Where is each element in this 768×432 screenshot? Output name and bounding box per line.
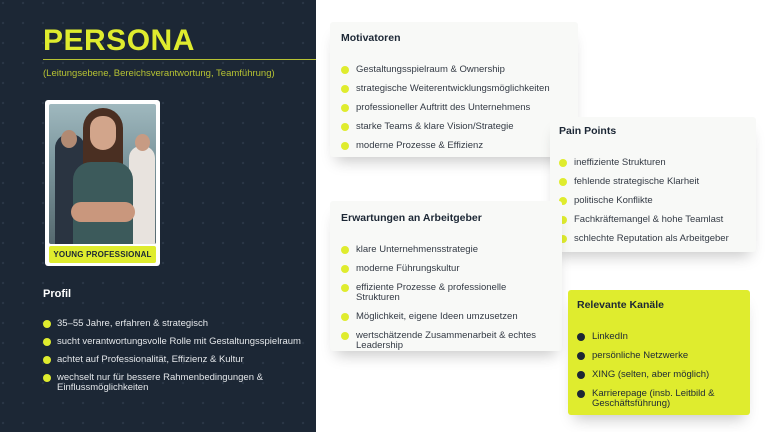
persona-sidebar: [0, 0, 316, 432]
list-item: wertschätzende Zusammenarbeit & echtes Leadership: [341, 331, 552, 351]
bullet-icon: [43, 338, 51, 346]
list-item: moderne Prozesse & Effizienz: [341, 141, 568, 151]
bullet-icon: [577, 352, 585, 360]
bullet-icon: [43, 356, 51, 364]
list-item: sucht verantwortungsvolle Rolle mit Gestaltungsspielraum: [43, 337, 303, 347]
list-item: Gestaltungsspielraum & Ownership: [341, 65, 568, 75]
page-title: PERSONA: [43, 24, 195, 57]
list-item: Möglichkeit, eigene Ideen umzusetzen: [341, 312, 552, 322]
list-item: persönliche Netzwerke: [577, 351, 740, 361]
kanaele-list: [577, 332, 740, 409]
bullet-icon: [341, 142, 349, 150]
list-item: moderne Führungskultur: [341, 264, 552, 274]
bullet-icon: [577, 371, 585, 379]
list-item: strategische Weiterentwicklungsmöglichkeiten: [341, 84, 568, 94]
list-item: effiziente Prozesse & professionelle Strukturen: [341, 283, 552, 303]
list-item: fehlende strategische Klarheit: [559, 177, 746, 187]
list-item: LinkedIn: [577, 332, 740, 342]
pain-points-heading: Pain Points: [559, 125, 617, 137]
list-item: 35–55 Jahre, erfahren & strategisch: [43, 319, 303, 329]
bullet-icon: [559, 178, 567, 186]
bullet-icon: [577, 333, 585, 341]
bullet-icon: [341, 284, 349, 292]
kanaele-heading: Relevante Kanäle: [577, 299, 664, 311]
bullet-icon: [341, 265, 349, 273]
erwartungen-card: [330, 201, 562, 351]
bullet-icon: [43, 374, 51, 382]
motivatoren-card: [330, 22, 578, 157]
pain-points-list: [559, 158, 746, 244]
bullet-icon: [559, 159, 567, 167]
bullet-icon: [341, 123, 349, 131]
list-item: klare Unternehmensstrategie: [341, 245, 552, 255]
bullet-icon: [341, 246, 349, 254]
persona-type-badge: YOUNG PROFESSIONAL: [49, 246, 156, 263]
erwartungen-list: [341, 245, 552, 351]
page-subtitle: (Leitungsebene, Bereichsverantwortung, Teamführung): [43, 68, 275, 79]
pain-points-card: [550, 117, 756, 252]
bullet-icon: [341, 85, 349, 93]
title-divider: [43, 59, 316, 60]
motivatoren-heading: Motivatoren: [341, 32, 401, 44]
list-item: XING (selten, aber möglich): [577, 370, 740, 380]
erwartungen-heading: Erwartungen an Arbeitgeber: [341, 212, 482, 224]
list-item: schlechte Reputation als Arbeitgeber: [559, 234, 746, 244]
list-item: ineffiziente Strukturen: [559, 158, 746, 168]
bullet-icon: [341, 104, 349, 112]
motivatoren-list: [341, 65, 568, 151]
persona-photo-card: [45, 100, 160, 266]
bullet-icon: [577, 390, 585, 398]
bullet-icon: [341, 313, 349, 321]
bullet-icon: [341, 66, 349, 74]
profil-list: [43, 319, 303, 401]
list-item: wechselt nur für bessere Rahmenbedingungen & Einflussmöglichkeiten: [43, 373, 303, 393]
list-item: Karrierepage (insb. Leitbild & Geschäftsführung): [577, 389, 740, 409]
bullet-icon: [43, 320, 51, 328]
list-item: achtet auf Professionalität, Effizienz & Kultur: [43, 355, 303, 365]
list-item: Fachkräftemangel & hohe Teamlast: [559, 215, 746, 225]
list-item: starke Teams & klare Vision/Strategie: [341, 122, 568, 132]
persona-photo: [49, 104, 156, 244]
bullet-icon: [341, 332, 349, 340]
list-item: politische Konflikte: [559, 196, 746, 206]
list-item: professioneller Auftritt des Unternehmens: [341, 103, 568, 113]
kanaele-card: [568, 290, 750, 415]
profil-heading: Profil: [43, 288, 72, 300]
